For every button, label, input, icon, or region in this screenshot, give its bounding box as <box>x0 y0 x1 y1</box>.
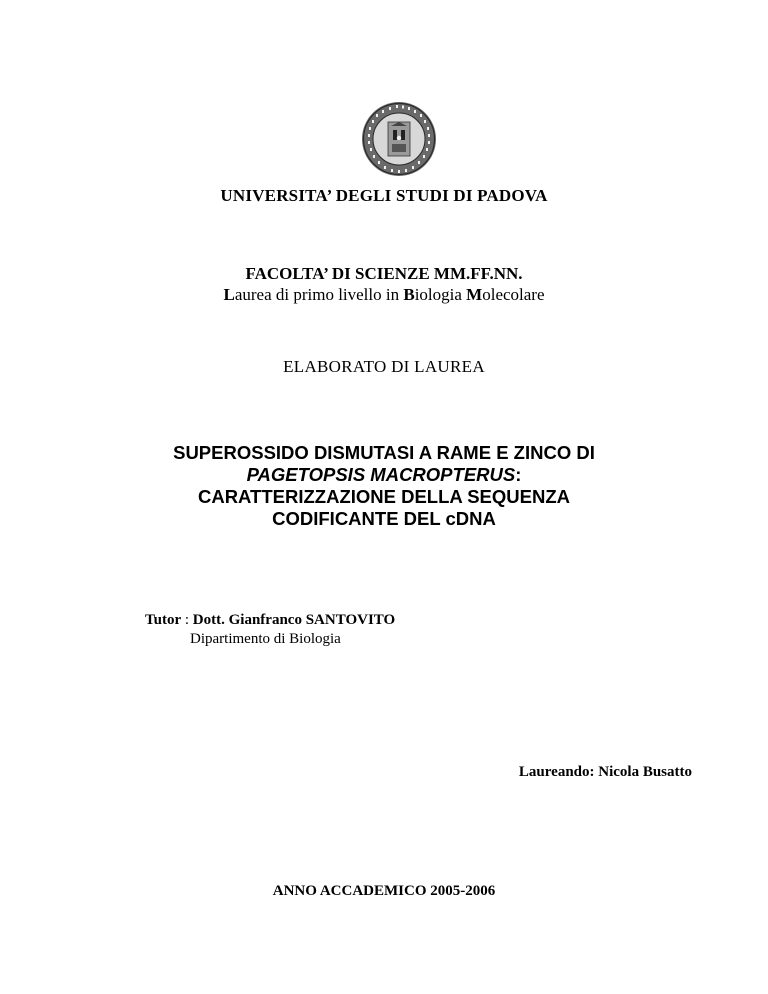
faculty-name: FACOLTA’ DI SCIENZE MM.FF.NN. <box>245 264 523 283</box>
thesis-title-line-2 <box>0 464 768 486</box>
degree-course <box>0 285 768 305</box>
degree-initial-b: B <box>403 285 415 304</box>
document-type: ELABORATO DI LAUREA <box>283 357 485 376</box>
tutor-line <box>145 612 395 629</box>
degree-initial-l: L <box>223 285 235 304</box>
university-seal-icon <box>360 100 438 178</box>
title-colon: : <box>515 464 522 485</box>
tutor-department: Dipartimento di Biologia <box>190 631 341 647</box>
university-name: UNIVERSITA’ DEGLI STUDI DI PADOVA <box>220 186 548 205</box>
thesis-title-line-3: CARATTERIZZAZIONE DELLA SEQUENZA <box>197 486 571 507</box>
degree-text-part-2: iologia <box>414 285 467 304</box>
degree-text-part-3: olecolare <box>482 285 545 304</box>
tutor-separator: : <box>181 612 193 628</box>
thesis-title-line-1: SUPEROSSIDO DISMUTASI A RAME E ZINCO DI <box>173 442 595 463</box>
tutor-label: Tutor <box>145 612 182 628</box>
thesis-title <box>0 442 768 530</box>
tutor-name: Dott. Gianfranco SANTOVITO <box>192 612 396 628</box>
species-name: PAGETOPSIS MACROPTERUS <box>246 464 516 485</box>
candidate-name: Laureando: Nicola Busatto <box>518 764 692 780</box>
thesis-title-line-4: CODIFICANTE DEL cDNA <box>272 508 496 529</box>
academic-year: ANNO ACCADEMICO 2005-2006 <box>272 883 496 899</box>
degree-text-part-1: aurea di primo livello in <box>234 285 404 304</box>
degree-initial-m: M <box>466 285 483 304</box>
